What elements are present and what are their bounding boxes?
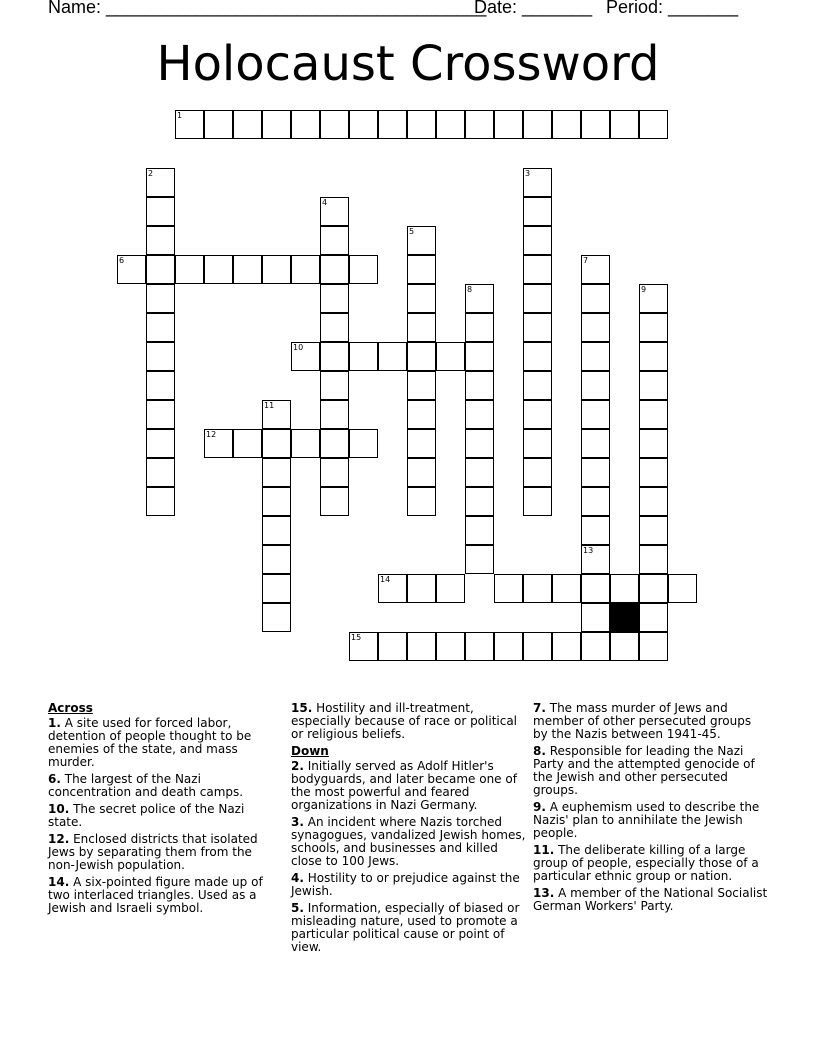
clue-down-9: 9. A euphemism used to describe the Nazis' plan to annihilate the Jewish people.: [533, 800, 760, 840]
crossword-cell[interactable]: [581, 574, 610, 603]
crossword-cell[interactable]: [581, 545, 610, 574]
crossword-cell[interactable]: [523, 342, 552, 371]
cell-number: 4: [322, 198, 328, 207]
cell-number: 13: [583, 546, 594, 555]
clue-column-3: [533, 702, 768, 917]
crossword-cell[interactable]: [146, 197, 175, 226]
crossword-cell[interactable]: [262, 545, 291, 574]
clue-down-7: 7. The mass murder of Jews and member of other persecuted groups by the Nazis between 1941-45.: [533, 701, 752, 741]
crossword-cell[interactable]: [494, 574, 523, 603]
crossword-cell[interactable]: [523, 487, 552, 516]
crossword-cell[interactable]: [523, 429, 552, 458]
crossword-cell[interactable]: [233, 429, 262, 458]
clue-across-12: 12. Enclosed districts that isolated Jews by separating them from the non-Jewish population.: [48, 832, 258, 872]
page-title: Holocaust Crossword: [156, 36, 660, 92]
crossword-cell[interactable]: [146, 458, 175, 487]
crossword-cell[interactable]: [407, 313, 436, 342]
crossword-cell[interactable]: [639, 603, 668, 632]
crossword-cell[interactable]: [349, 342, 378, 371]
crossword-cell[interactable]: [407, 371, 436, 400]
date-field[interactable]: Date: _______: [474, 0, 593, 17]
crossword-cell[interactable]: [378, 342, 407, 371]
crossword-cell[interactable]: [639, 110, 668, 139]
crossword-cell[interactable]: [320, 197, 349, 226]
crossword-cell[interactable]: [204, 255, 233, 284]
cell-number: 6: [119, 256, 125, 265]
crossword-cell[interactable]: [262, 574, 291, 603]
crossword-cell[interactable]: [407, 284, 436, 313]
crossword-cell[interactable]: [175, 110, 204, 139]
crossword-cell[interactable]: [552, 632, 581, 661]
clue-across-1: 1. A site used for forced labor, detention of people thought to be enemies of the state, and mass murder.: [48, 716, 252, 769]
crossword-cell[interactable]: [465, 458, 494, 487]
crossword-cell[interactable]: [349, 632, 378, 661]
crossword-cell[interactable]: [146, 255, 175, 284]
crossword-cell[interactable]: [378, 632, 407, 661]
name-field[interactable]: Name: ______________________________________: [48, 0, 487, 17]
cell-number: 2: [148, 169, 154, 178]
across-heading: Across: [48, 701, 93, 715]
crossword-cell[interactable]: [407, 226, 436, 255]
crossword-cell[interactable]: [320, 255, 349, 284]
crossword-cell[interactable]: [639, 516, 668, 545]
crossword-cell[interactable]: [320, 458, 349, 487]
crossword-cell[interactable]: [262, 429, 291, 458]
crossword-cell[interactable]: [639, 574, 668, 603]
crossword-cell[interactable]: [523, 110, 552, 139]
crossword-cell[interactable]: [407, 632, 436, 661]
crossword-cell[interactable]: [465, 342, 494, 371]
crossword-cell[interactable]: [581, 110, 610, 139]
cell-number: 3: [525, 169, 531, 178]
cell-number: 8: [467, 285, 473, 294]
crossword-cell[interactable]: [146, 226, 175, 255]
crossword-cell[interactable]: [407, 429, 436, 458]
cell-number: 7: [583, 256, 589, 265]
clue-down-4: 4. Hostility to or prejudice against the Jewish.: [291, 871, 520, 898]
crossword-cell[interactable]: [465, 284, 494, 313]
crossword-cell[interactable]: [146, 168, 175, 197]
cell-number: 5: [409, 227, 415, 236]
period-field[interactable]: Period: _______: [606, 0, 739, 17]
crossword-cell[interactable]: [320, 429, 349, 458]
crossword-cell[interactable]: [349, 429, 378, 458]
crossword-cell[interactable]: [407, 255, 436, 284]
crossword-cell[interactable]: [262, 458, 291, 487]
crossword-cell[interactable]: [320, 284, 349, 313]
crossword-cell[interactable]: [581, 255, 610, 284]
clue-column-2: [291, 702, 527, 958]
crossword-cell[interactable]: [465, 429, 494, 458]
crossword-cell[interactable]: [262, 487, 291, 516]
crossword-cell[interactable]: [465, 371, 494, 400]
crossword-cell[interactable]: [523, 371, 552, 400]
crossword-cell[interactable]: [639, 371, 668, 400]
crossword-cell[interactable]: [552, 574, 581, 603]
crossword-cell[interactable]: [639, 313, 668, 342]
crossword-cell[interactable]: [436, 574, 465, 603]
crossword-cell[interactable]: [320, 110, 349, 139]
crossword-cell[interactable]: [378, 110, 407, 139]
crossword-cell[interactable]: [291, 255, 320, 284]
crossword-cell[interactable]: [639, 545, 668, 574]
crossword-cell[interactable]: [204, 429, 233, 458]
crossword-cell[interactable]: [262, 110, 291, 139]
crossword-cell[interactable]: [610, 110, 639, 139]
clue-down-3: 3. An incident where Nazis torched synagogues, vandalized Jewish homes, schools, and businesses and killed close to 100 Jews.: [291, 815, 526, 868]
crossword-cell[interactable]: [175, 255, 204, 284]
crossword-cell[interactable]: [436, 342, 465, 371]
down-heading: Down: [291, 744, 329, 758]
clue-down-5: 5. Information, especially of biased or misleading nature, used to promote a particular political cause or point of view.: [291, 901, 520, 954]
crossword-cell[interactable]: [523, 226, 552, 255]
crossword-cell[interactable]: [523, 197, 552, 226]
crossword-cell[interactable]: [639, 429, 668, 458]
worksheet-header: [48, 0, 808, 21]
crossword-cell[interactable]: [204, 110, 233, 139]
clue-down-2: 2. Initially served as Adolf Hitler's bodyguards, and later became one of the most powerful and feared organizations in Nazi Germany.: [291, 759, 517, 812]
crossword-cell[interactable]: [465, 632, 494, 661]
cell-number: 12: [206, 430, 217, 439]
crossword-cell[interactable]: [291, 110, 320, 139]
crossword-cell[interactable]: [610, 632, 639, 661]
crossword-cell[interactable]: [117, 255, 146, 284]
crossword-cell[interactable]: [320, 487, 349, 516]
cell-number: 1: [177, 111, 183, 120]
crossword-cell[interactable]: [523, 400, 552, 429]
crossword-cell[interactable]: [581, 487, 610, 516]
crossword-cell[interactable]: [581, 603, 610, 632]
crossword-cell[interactable]: [465, 110, 494, 139]
crossword-cell[interactable]: [146, 313, 175, 342]
crossword-cell[interactable]: [407, 400, 436, 429]
crossword-cell[interactable]: [610, 574, 639, 603]
crossword-cell[interactable]: [407, 574, 436, 603]
crossword-cell[interactable]: [262, 516, 291, 545]
crossword-cell[interactable]: [262, 255, 291, 284]
crossword-cell[interactable]: [639, 632, 668, 661]
crossword-cell[interactable]: [465, 313, 494, 342]
crossword-cell[interactable]: [581, 516, 610, 545]
crossword-cell[interactable]: [349, 255, 378, 284]
crossword-cell[interactable]: [581, 313, 610, 342]
crossword-cell[interactable]: [581, 284, 610, 313]
crossword-cell[interactable]: [378, 574, 407, 603]
crossword-cell[interactable]: [320, 226, 349, 255]
crossword-cell[interactable]: [523, 255, 552, 284]
crossword-cell[interactable]: [494, 632, 523, 661]
crossword-cell[interactable]: [407, 110, 436, 139]
crossword-cell[interactable]: [262, 400, 291, 429]
cell-number: 15: [351, 633, 362, 642]
cell-number: 10: [293, 343, 304, 352]
crossword-cell[interactable]: [146, 429, 175, 458]
crossword-cell[interactable]: [639, 487, 668, 516]
crossword-cell[interactable]: [320, 400, 349, 429]
clue-column-1: [48, 702, 272, 919]
crossword-cell[interactable]: [320, 342, 349, 371]
cell-number: 9: [641, 285, 647, 294]
clue-down-8: 8. Responsible for leading the Nazi Party and the attempted genocide of the Jewish and other persecuted groups.: [533, 744, 755, 797]
crossword-cell[interactable]: [320, 371, 349, 400]
crossword-black-cell: [610, 603, 639, 632]
crossword-cell[interactable]: [581, 342, 610, 371]
crossword-cell[interactable]: [436, 110, 465, 139]
crossword-cell[interactable]: [523, 284, 552, 313]
crossword-cell[interactable]: [465, 545, 494, 574]
crossword-cell[interactable]: [233, 110, 262, 139]
crossword-cell[interactable]: [523, 313, 552, 342]
crossword-cell[interactable]: [146, 487, 175, 516]
crossword-cell[interactable]: [436, 632, 465, 661]
crossword-cell[interactable]: [523, 168, 552, 197]
crossword-cell[interactable]: [581, 371, 610, 400]
clue-down-13: 13. A member of the National Socialist German Workers' Party.: [533, 886, 768, 913]
crossword-cell[interactable]: [639, 284, 668, 313]
crossword-cell[interactable]: [407, 342, 436, 371]
crossword-cell[interactable]: [494, 110, 523, 139]
clue-down-11: 11. The deliberate killing of a large group of people, especially those of a particular ethnic group or nation.: [533, 843, 759, 883]
crossword-cell[interactable]: [639, 400, 668, 429]
crossword-cell[interactable]: [233, 255, 262, 284]
crossword-cell[interactable]: [639, 342, 668, 371]
cell-number: 14: [380, 575, 391, 584]
clue-across-10: 10. The secret police of the Nazi state.: [48, 802, 245, 829]
crossword-cell[interactable]: [407, 487, 436, 516]
crossword-cell[interactable]: [146, 284, 175, 313]
crossword-cell[interactable]: [291, 429, 320, 458]
clue-across-6: 6. The largest of the Nazi concentration and death camps.: [48, 772, 244, 799]
clue-across-14: 14. A six-pointed figure made up of two interlaced triangles. Used as a Jewish and Israeli symbol.: [48, 875, 263, 915]
crossword-cell[interactable]: [639, 458, 668, 487]
crossword-cell[interactable]: [146, 400, 175, 429]
crossword-cell[interactable]: [465, 516, 494, 545]
crossword-cell[interactable]: [407, 458, 436, 487]
crossword-cell[interactable]: [320, 313, 349, 342]
crossword-cell[interactable]: [262, 603, 291, 632]
crossword-cell[interactable]: [581, 632, 610, 661]
crossword-cell[interactable]: [668, 574, 697, 603]
crossword-cell[interactable]: [465, 400, 494, 429]
crossword-cell[interactable]: [146, 342, 175, 371]
clue-across-15: 15. Hostility and ill-treatment, especially because of race or political or religious beliefs.: [291, 701, 518, 741]
crossword-cell[interactable]: [523, 574, 552, 603]
cell-number: 11: [264, 401, 275, 410]
crossword-cell[interactable]: [552, 110, 581, 139]
crossword-cell[interactable]: [523, 458, 552, 487]
crossword-cell[interactable]: [581, 429, 610, 458]
crossword-cell[interactable]: [465, 487, 494, 516]
crossword-cell[interactable]: [581, 400, 610, 429]
crossword-cell[interactable]: [581, 458, 610, 487]
crossword-cell[interactable]: [349, 110, 378, 139]
crossword-cell[interactable]: [146, 371, 175, 400]
crossword-cell[interactable]: [523, 632, 552, 661]
crossword-cell[interactable]: [291, 342, 320, 371]
